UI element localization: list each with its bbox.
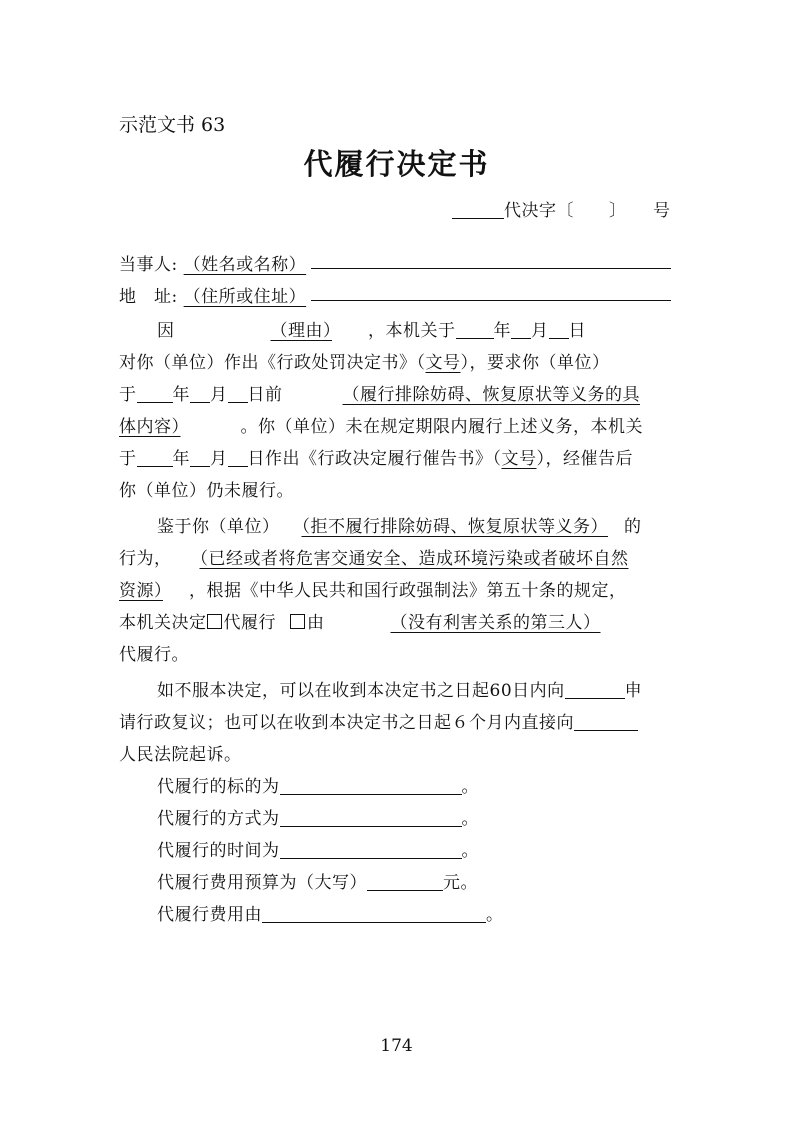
month-label: 月	[531, 321, 549, 341]
date-day-blank[interactable]	[549, 320, 569, 339]
item-end: 。	[461, 841, 479, 861]
option-third-party-checkbox[interactable]	[290, 614, 305, 629]
item-budget	[157, 868, 478, 893]
address-label: 地 址:	[119, 287, 178, 307]
item-method-blank[interactable]	[280, 808, 462, 827]
reason-hint[interactable]: （理由）	[270, 321, 332, 341]
date-month-blank[interactable]	[511, 320, 531, 339]
day-label: 日	[568, 321, 586, 341]
para2-text: ，根据《中华人民共和国行政强制法》第五十条的规定，	[189, 581, 627, 601]
doc-number	[452, 196, 671, 221]
deadline-day-blank[interactable]	[228, 384, 248, 403]
para2-line2	[119, 544, 629, 569]
item-end: 。	[486, 905, 504, 925]
para3-line1	[157, 676, 642, 701]
para1-text: 因	[157, 321, 175, 341]
month-label: 月	[210, 385, 228, 405]
para2-line5: 代履行。	[119, 645, 189, 665]
para3-line2	[119, 708, 638, 733]
reminder-day-blank[interactable]	[228, 448, 248, 467]
para1-text: 对你（单位）作出《行政处罚决定书》（	[119, 353, 426, 373]
item-time-blank[interactable]	[280, 840, 462, 859]
para1-text: 日前	[247, 385, 283, 405]
para1-text: ，本机关于	[368, 321, 456, 341]
harm-hint-cont[interactable]: 资源）	[119, 581, 163, 601]
docnum-hint[interactable]: 文号	[425, 353, 461, 373]
para2-text: 行为，	[119, 549, 172, 569]
year-label: 年	[493, 321, 511, 341]
page-number: 174	[380, 1036, 413, 1056]
para1-line4	[119, 412, 643, 437]
para1-text: ），要求你（单位）	[460, 353, 610, 373]
year-label: 年	[172, 449, 190, 469]
item-end: 。	[461, 809, 479, 829]
court-blank[interactable]	[574, 712, 638, 731]
party-label: 当事人:	[119, 255, 178, 275]
item-label: 代履行费用由	[157, 905, 262, 925]
review-organ-blank[interactable]	[565, 680, 625, 699]
option-self-label: 代履行	[223, 613, 276, 633]
obligation-hint[interactable]: （履行排除妨碍、恢复原状等义务的具	[342, 385, 640, 405]
para1-line5	[119, 444, 633, 469]
address-line	[119, 282, 306, 307]
item-label: 代履行的标的为	[157, 777, 280, 797]
para2-line4	[119, 608, 645, 633]
para1-line3	[119, 380, 640, 405]
para2-text: 鉴于你（单位）	[157, 517, 280, 537]
para1-line1	[157, 316, 586, 341]
para1-line2	[119, 348, 610, 373]
para1-line6: 你（单位）仍未履行。	[119, 481, 294, 501]
para1-text: 于	[119, 385, 137, 405]
item-budget-blank[interactable]	[367, 872, 443, 891]
deadline-year-blank[interactable]	[137, 384, 173, 403]
para1-text: 于	[119, 449, 137, 469]
reminder-docnum-hint[interactable]: 文号	[501, 449, 537, 469]
item-method	[157, 804, 479, 829]
item-label: 代履行的方式为	[157, 809, 280, 829]
party-rule	[311, 268, 671, 269]
party-line	[119, 250, 306, 275]
option-self-checkbox[interactable]	[207, 614, 222, 629]
year-label: 年	[172, 385, 190, 405]
address-rule	[311, 300, 671, 301]
para1-text: 。你（单位）未在规定期限内履行上述义务，本机关	[240, 417, 643, 437]
address-hint[interactable]: （住所或住址）	[183, 287, 307, 307]
doc-number-suffix: 代决字〔 〕 号	[504, 201, 671, 221]
item-end: 元。	[443, 873, 478, 893]
deadline-month-blank[interactable]	[190, 384, 210, 403]
harm-hint[interactable]: （已经或者将危害交通安全、造成环境污染或者破坏自然	[199, 549, 629, 569]
option-third-party-label: 由	[307, 613, 325, 633]
para3-line3: 人民法院起诉。	[119, 745, 242, 765]
item-cost-bearer	[157, 900, 504, 925]
item-end: 。	[461, 777, 479, 797]
item-label: 代履行费用预算为（大写）	[157, 873, 367, 893]
obligation-hint-cont[interactable]: 体内容）	[119, 417, 181, 437]
para2-text: 本机关决定	[119, 613, 207, 633]
item-subject	[157, 772, 479, 797]
sample-label: 示范文书 63	[119, 114, 226, 136]
refuse-hint[interactable]: （拒不履行排除妨碍、恢复原状等义务）	[301, 517, 608, 537]
date-year-blank[interactable]	[456, 320, 494, 339]
doc-number-blank[interactable]	[452, 200, 504, 219]
para3-text: 如不服本决定，可以在收到本决定书之日起60日内向	[157, 681, 565, 701]
item-cost-bearer-blank[interactable]	[262, 904, 486, 923]
para2-line1	[157, 512, 642, 537]
para1-text: ），经催告后	[536, 449, 633, 469]
document-title: 代履行决定书	[303, 147, 490, 181]
para1-text: 日作出《行政决定履行催告书》（	[247, 449, 502, 469]
item-subject-blank[interactable]	[280, 776, 462, 795]
para3-text: 申	[624, 681, 643, 701]
reminder-year-blank[interactable]	[137, 448, 173, 467]
para2-line3	[119, 576, 627, 601]
para3-text: 请行政复议；也可以在收到本决定书之日起６个月内直接向	[119, 713, 574, 733]
third-party-hint[interactable]: （没有利害关系的第三人）	[390, 613, 601, 633]
reminder-month-blank[interactable]	[190, 448, 210, 467]
item-label: 代履行的时间为	[157, 841, 280, 861]
item-time	[157, 836, 479, 861]
para2-text: 的	[624, 517, 642, 537]
month-label: 月	[210, 449, 228, 469]
party-hint[interactable]: （姓名或名称）	[183, 255, 307, 275]
